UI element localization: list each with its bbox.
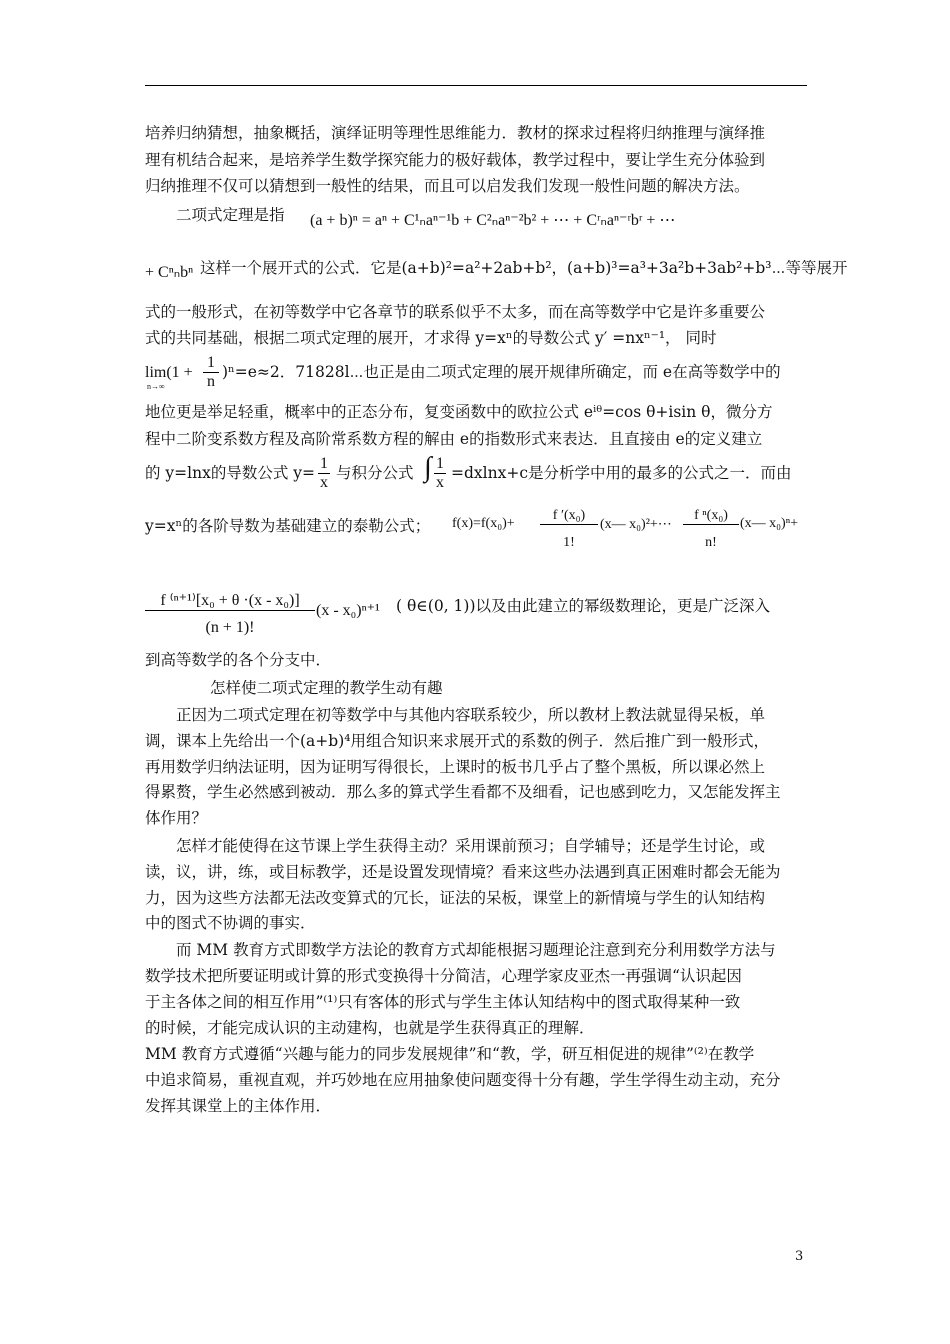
taylor-fraction-1-den: 1! — [563, 535, 575, 550]
taylor-fraction-1-num: f ′(x₀) — [540, 508, 598, 525]
limit-subscript: n→∞ — [147, 382, 165, 391]
p3-line-4: 得累赘，学生必然感到被动．那么多的算式学生看都不及细看，记也感到吃力，又怎能发挥主 — [145, 783, 781, 801]
p2-line-8b: 与积分公式 — [336, 464, 414, 482]
p2-line-8c: =dxlnx+c是分析学中用的最多的公式之一．而由 — [451, 464, 792, 482]
p5-line-4: 的时候，才能完成认识的主动建构，也就是学生获得真正的理解． — [145, 1019, 595, 1037]
p4-line-4: 中的图式不协调的事实． — [145, 914, 316, 932]
taylor-fraction-1 — [540, 508, 598, 551]
taylor-middle: (x— x₀)²+⋯ — [600, 517, 672, 532]
taylor-fraction-2-den: n! — [705, 535, 717, 550]
p3-line-2: 调，课本上先给出一个(a+b)⁴用组合知识来求展开式的系数的例子．然后推广到一般形式， — [145, 732, 769, 750]
taylor-start: f(x)=f(x₀)+ — [452, 516, 515, 531]
p2-line-4: 式的共同基础，根据二项式定理的展开，才求得 y=xⁿ的导数公式 y′ =nxⁿ⁻¹， 同时 — [145, 329, 717, 347]
p2-line-5: )ⁿ=e≈2．71828l⋯也正是由二项式定理的展开规律所确定，而 e在高等数学中的 — [222, 363, 781, 381]
remainder-factor: (x - x₀)ⁿ⁺¹ — [316, 602, 380, 619]
taylor-fraction-2-num: f ⁿ(x₀) — [683, 508, 739, 525]
page-number: 3 — [795, 1249, 804, 1264]
p2-intro: 二项式定理是指 — [176, 206, 285, 224]
p6-line-2: 中追求简易，重视直观，并巧妙地在应用抽象使问题变得十分有趣，学生学得生动主动，充分 — [145, 1071, 781, 1089]
remainder-fraction-num: f ⁽ⁿ⁺¹⁾[x₀ + θ ·(x - x₀)] — [145, 590, 315, 611]
taylor-end: (x— x₀)ⁿ+ — [740, 516, 799, 531]
derivative-fraction-den: x — [320, 474, 328, 491]
derivative-fraction — [318, 455, 330, 492]
taylor-fraction-2 — [683, 508, 739, 551]
p2-line-3: 式的一般形式，在初等数学中它各章节的联系似乎不太多，而在高等数学中它是许多重要公 — [145, 303, 766, 321]
p3-line-1: 正因为二项式定理在初等数学中与其他内容联系较少，所以教材上教法就显得呆板，单 — [176, 706, 766, 724]
p1-line-3: 归纳推理不仅可以猜想到一般性的结果，而且可以启发我们发现一般性问题的解决方法。 — [145, 177, 750, 195]
header-rule — [145, 85, 807, 86]
integral-fraction — [434, 455, 446, 492]
p2-line-2: 这样一个展开式的公式．它是(a+b)²=a²+2ab+b²，(a+b)³=a³+3a²b+3ab²+b³⋯等等展开 — [200, 259, 848, 277]
limit-fraction — [203, 354, 219, 391]
p2-line-10: ( θ∈(0, 1))以及由此建立的幂级数理论，更是广泛深入 — [396, 597, 770, 615]
p4-line-2: 读，议，讲，练，或目标教学，还是设置发现情境？看来这些办法遇到真正困难时都会无能为 — [145, 863, 781, 881]
p2-line-8a: 的 y=lnx的导数公式 y= — [145, 464, 316, 482]
section-heading: 怎样使二项式定理的教学生动有趣 — [210, 679, 443, 697]
binomial-last-term: + Cⁿₙbⁿ — [145, 264, 194, 281]
p3-line-5: 体作用？ — [145, 809, 208, 827]
p1-line-1: 培养归纳猜想，抽象概括，演绎证明等理性思维能力．教材的探求过程将归纳推理与演绎推 — [145, 124, 766, 142]
integral-sign: ∫ — [424, 452, 432, 483]
integral-fraction-den: x — [436, 474, 444, 491]
p5-line-2: 数学技术把所要证明或计算的形式变换得十分简洁，心理学家皮亚杰一再强调“认识起因 — [145, 967, 742, 985]
integral-fraction-num: 1 — [436, 455, 444, 472]
p2-line-11: 到高等数学的各个分支中． — [145, 651, 332, 669]
p6-line-1: MM 教育方式遵循“兴趣与能力的同步发展规律”和“教，学，研互相促进的规律”⁽²⁾在教学 — [145, 1045, 755, 1063]
p4-line-1: 怎样才能使得在这节课上学生获得主动？采用课前预习；自学辅导；还是学生讨论，或 — [176, 837, 766, 855]
limit-expression: lim(1 + — [145, 364, 193, 381]
p2-line-7: 程中二阶变系数方程及高阶常系数方程的解由 e的指数形式来表达．且直接由 e的定义建立 — [145, 430, 763, 448]
p3-line-3: 再用数学归纳法证明，因为证明写得很长，上课时的板书几乎占了整个黑板，所以课必然上 — [145, 758, 766, 776]
limit-fraction-num: 1 — [203, 354, 219, 373]
p6-line-3: 发挥其课堂上的主体作用． — [145, 1097, 332, 1115]
p4-line-3: 力，因为这些方法都无法改变算式的冗长，证法的呆板，课堂上的新情境与学生的认知结构 — [145, 889, 766, 907]
remainder-fraction-den: (n + 1)! — [205, 619, 255, 636]
derivative-fraction-num: 1 — [320, 455, 328, 472]
p1-line-2: 理有机结合起来，是培养学生数学探究能力的极好载体，教学过程中，要让学生充分体验到 — [145, 151, 766, 169]
binomial-formula: (a + b)ⁿ = aⁿ + C¹ₙaⁿ⁻¹b + C²ₙaⁿ⁻²b² + ⋯ + Cʳₙaⁿ⁻ʳbʳ + ⋯ — [310, 212, 676, 229]
p5-line-1: 而 MM 教育方式即数学方法论的教育方式却能根据习题理论注意到充分利用数学方法与 — [176, 941, 776, 959]
p5-line-3: 于主各体之间的相互作用”⁽¹⁾只有客体的形式与学生主体认知结构中的图式取得某种一致 — [145, 993, 741, 1011]
p2-line-6: 地位更是举足轻重，概率中的正态分布，复变函数中的欧拉公式 eⁱᶿ=cos θ+isin θ，微分方 — [145, 403, 773, 421]
remainder-fraction — [145, 590, 315, 637]
limit-fraction-den: n — [207, 373, 215, 390]
p2-line-9a: y=xⁿ的各阶导数为基础建立的泰勒公式； — [145, 517, 431, 535]
